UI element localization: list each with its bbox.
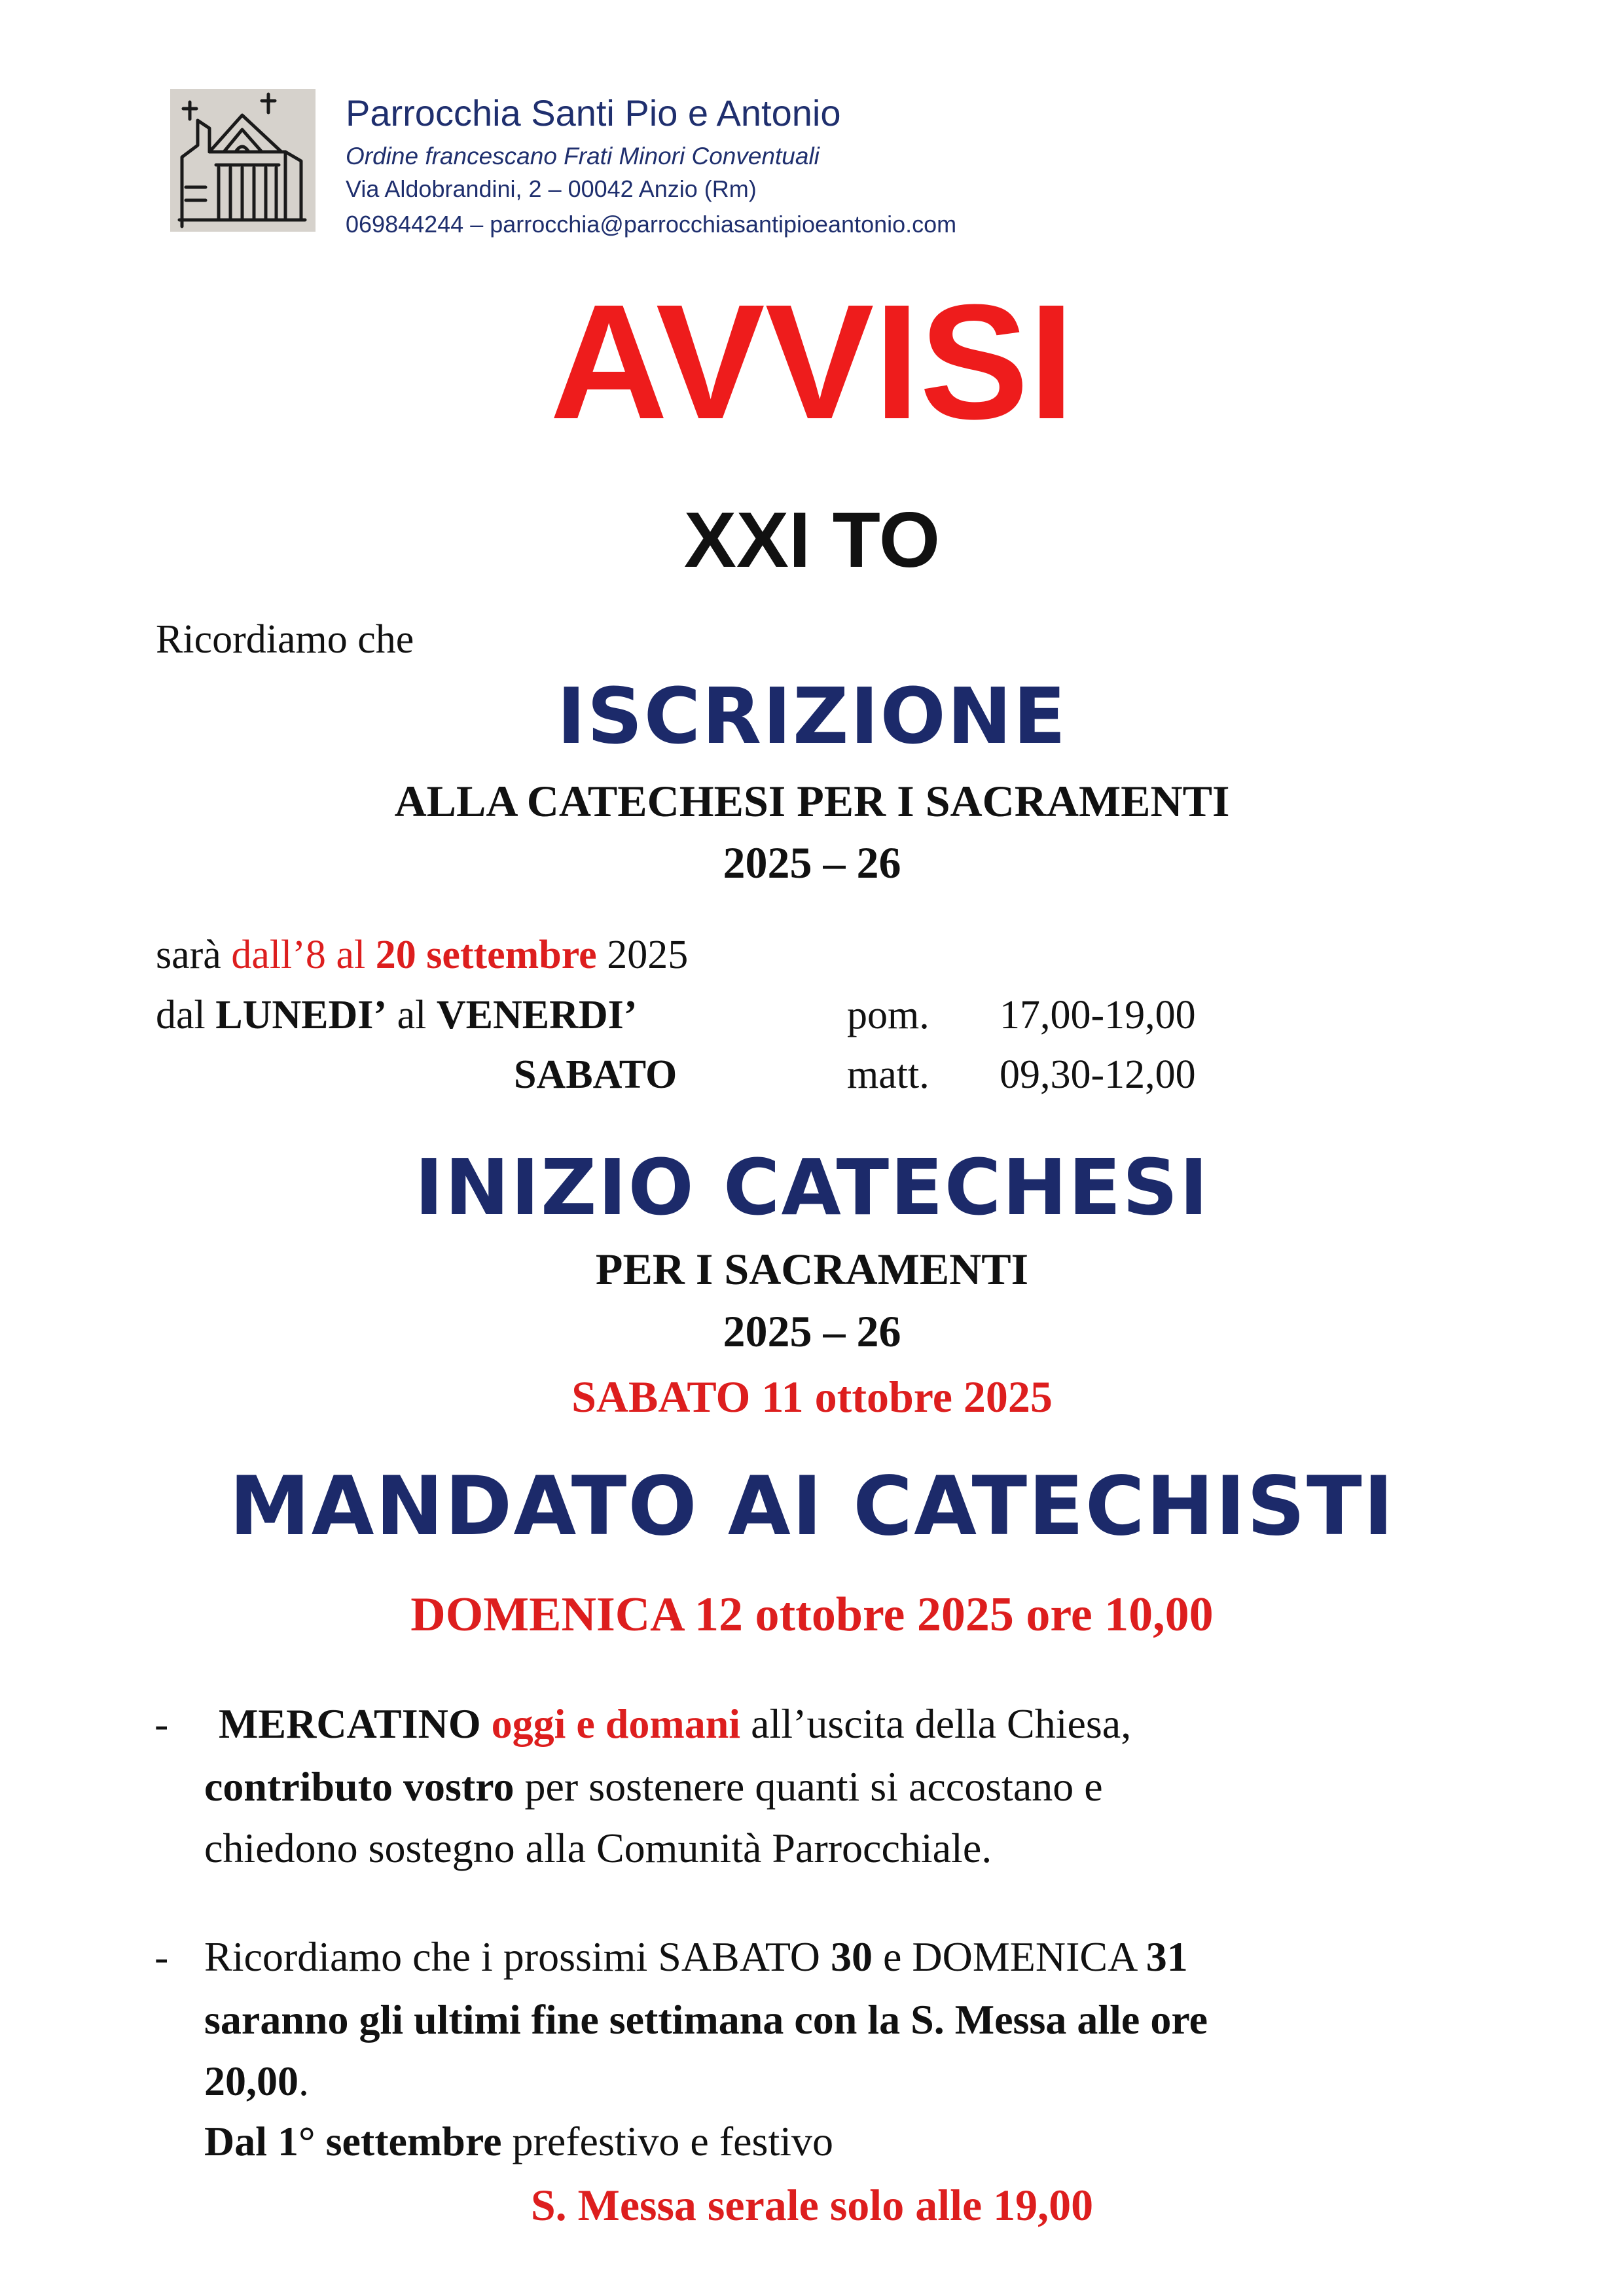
saturday-period: matt. <box>847 1052 929 1097</box>
weekday-start: LUNEDI’ <box>215 993 388 1037</box>
messa-line2: saranno gli ultimi fine settimana con la S. Messa alle ore <box>204 1996 1208 2043</box>
parish-address: Via Aldobrandini, 2 – 00042 Anzio (Rm) <box>346 175 757 202</box>
mercatino-purpose: per sostenere quanti si accostano e <box>514 1763 1103 1810</box>
saturday-label: SABATO <box>514 1052 677 1097</box>
weekdays-time: 17,00-19,00 <box>1000 993 1196 1037</box>
notice-dash-2: - <box>154 1933 169 1980</box>
iscrizione-date <box>156 935 688 975</box>
messa-evening: S. Messa serale solo alle 19,00 <box>530 2180 1094 2230</box>
weekdays-dal: dal <box>156 993 216 1037</box>
mercatino-contribution: contributo vostro <box>204 1763 514 1810</box>
date-al: al <box>325 933 376 977</box>
mercatino-where: all’uscita della Chiesa, <box>740 1700 1132 1747</box>
mercatino-line3: chiedono sostegno alla Comunità Parrocchiale. <box>204 1825 992 1871</box>
iscrizione-year: 2025 – 26 <box>723 838 901 888</box>
mercatino-line1 <box>219 1700 1132 1747</box>
saturday-time: 09,30-12,00 <box>1000 1052 1196 1097</box>
messa-time: 20,00 <box>204 2058 298 2104</box>
parish-logo <box>170 89 316 232</box>
date-year: 2025 <box>596 933 689 977</box>
inizio-line1: PER I SACRAMENTI <box>595 1244 1029 1294</box>
messa-text-a: Ricordiamo che i prossimi SABATO <box>204 1933 831 1980</box>
messa-period: . <box>298 2058 309 2104</box>
iscrizione-heading: ISCRIZIONE <box>556 671 1068 761</box>
weekdays-label <box>156 995 637 1035</box>
parish-name: Parrocchia Santi Pio e Antonio <box>346 92 841 134</box>
mandato-date: DOMENICA 12 ottobre 2025 ore 10,00 <box>410 1588 1214 1641</box>
church-icon <box>170 89 316 232</box>
notice-dash: - <box>154 1700 169 1747</box>
messa-text-c: e DOMENICA <box>873 1933 1146 1980</box>
iscrizione-line1: ALLA CATECHESI PER I SACRAMENTI <box>394 776 1230 826</box>
mercatino-line2 <box>204 1763 1103 1810</box>
messa-line4 <box>204 2118 833 2164</box>
parish-order: Ordine francescano Frati Minori Conventuali <box>346 143 820 170</box>
page-title: AVVISI <box>549 270 1075 453</box>
inizio-heading: INIZIO CATECHESI <box>414 1142 1210 1232</box>
parish-contact: 069844244 – parrocchia@parrocchiasantipioeantonio.com <box>346 211 957 238</box>
mercatino-title: MERCATINO <box>219 1700 481 1747</box>
weekdays-al: al <box>387 993 437 1037</box>
page-subtitle: XXI TO <box>683 496 941 584</box>
messa-day-30: 30 <box>831 1933 873 1980</box>
mercatino-when: oggi e domani <box>491 1700 741 1747</box>
messa-line1 <box>204 1933 1188 1980</box>
mandato-heading: MANDATO AI CATECHISTI <box>229 1460 1395 1554</box>
inizio-year: 2025 – 26 <box>723 1306 901 1356</box>
messa-line3 <box>204 2060 309 2102</box>
date-from: dall’8 <box>231 933 326 977</box>
messa-day-31: 31 <box>1146 1933 1188 1980</box>
messa-from-date: Dal 1° settembre <box>204 2118 502 2164</box>
inizio-date: SABATO 11 ottobre 2025 <box>571 1372 1053 1422</box>
messa-festivo: prefestivo e festivo <box>501 2118 833 2164</box>
weekdays-period: pom. <box>847 993 929 1037</box>
date-prefix: sarà <box>156 933 232 977</box>
weekday-end: VENERDI’ <box>436 993 638 1037</box>
date-to: 20 settembre <box>375 933 597 977</box>
intro-text: Ricordiamo che <box>156 617 414 662</box>
